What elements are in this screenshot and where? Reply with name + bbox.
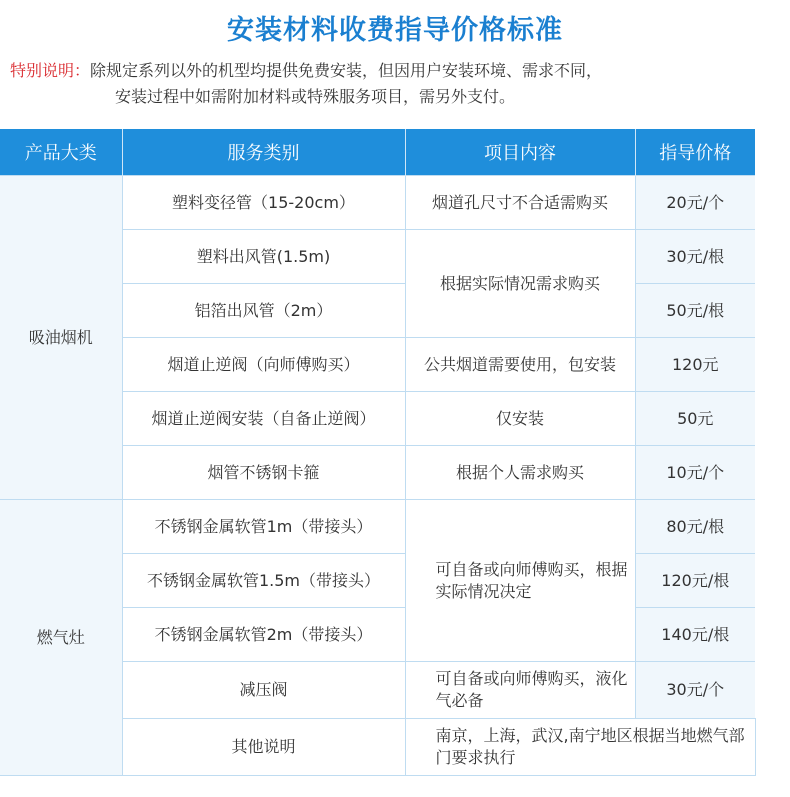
price-cell: 10元/个	[635, 446, 755, 500]
service-cell: 不锈钢金属软管2m（带接头）	[122, 608, 405, 662]
note-label: 特别说明：	[10, 61, 91, 80]
service-cell: 烟道止逆阀安装（自备止逆阀）	[122, 392, 405, 446]
header-price: 指导价格	[635, 129, 755, 176]
price-cell: 140元/根	[635, 608, 755, 662]
content-cell: 可自备或向师傅购买，根据实际情况决定	[405, 500, 635, 662]
category-cell: 吸油烟机	[0, 176, 122, 500]
price-cell: 20元/个	[635, 176, 755, 230]
table-row	[0, 176, 755, 230]
special-note	[10, 58, 780, 110]
header-content: 项目内容	[405, 129, 635, 176]
content-cell: 南京，上海，武汉,南宁地区根据当地燃气部门要求执行	[405, 719, 755, 776]
content-cell: 公共烟道需要使用，包安装	[405, 338, 635, 392]
table-row	[0, 500, 755, 554]
header-service: 服务类别	[122, 129, 405, 176]
price-table	[0, 129, 756, 776]
content-cell: 根据个人需求购买	[405, 446, 635, 500]
price-cell: 50元	[635, 392, 755, 446]
service-cell: 烟管不锈钢卡箍	[122, 446, 405, 500]
page-title: 安装材料收费指导价格标准	[227, 15, 563, 46]
price-cell: 50元/根	[635, 284, 755, 338]
header-category: 产品大类	[0, 129, 122, 176]
price-cell: 120元/根	[635, 554, 755, 608]
content-cell: 烟道孔尺寸不合适需购买	[405, 176, 635, 230]
service-cell: 铝箔出风管（2m）	[122, 284, 405, 338]
service-cell: 不锈钢金属软管1m（带接头）	[122, 500, 405, 554]
price-cell: 30元/个	[635, 662, 755, 719]
category-cell: 燃气灶	[0, 500, 122, 776]
service-cell: 不锈钢金属软管1.5m（带接头）	[122, 554, 405, 608]
price-cell: 80元/根	[635, 500, 755, 554]
price-cell: 120元	[635, 338, 755, 392]
service-cell: 烟道止逆阀（向师傅购买）	[122, 338, 405, 392]
note-line-1: 除规定系列以外的机型均提供免费安装，但因用户安装环境、需求不同，	[90, 61, 603, 80]
service-cell: 减压阀	[122, 662, 405, 719]
content-cell: 仅安装	[405, 392, 635, 446]
content-cell: 根据实际情况需求购买	[405, 230, 635, 338]
service-cell: 其他说明	[122, 719, 405, 776]
content-cell: 可自备或向师傅购买，液化气必备	[405, 662, 635, 719]
table-header-row	[0, 129, 755, 176]
note-line-2: 安装过程中如需附加材料或特殊服务项目，需另外支付。	[115, 87, 516, 106]
service-cell: 塑料变径管（15-20cm）	[122, 176, 405, 230]
service-cell: 塑料出风管(1.5m)	[122, 230, 405, 284]
price-cell: 30元/根	[635, 230, 755, 284]
